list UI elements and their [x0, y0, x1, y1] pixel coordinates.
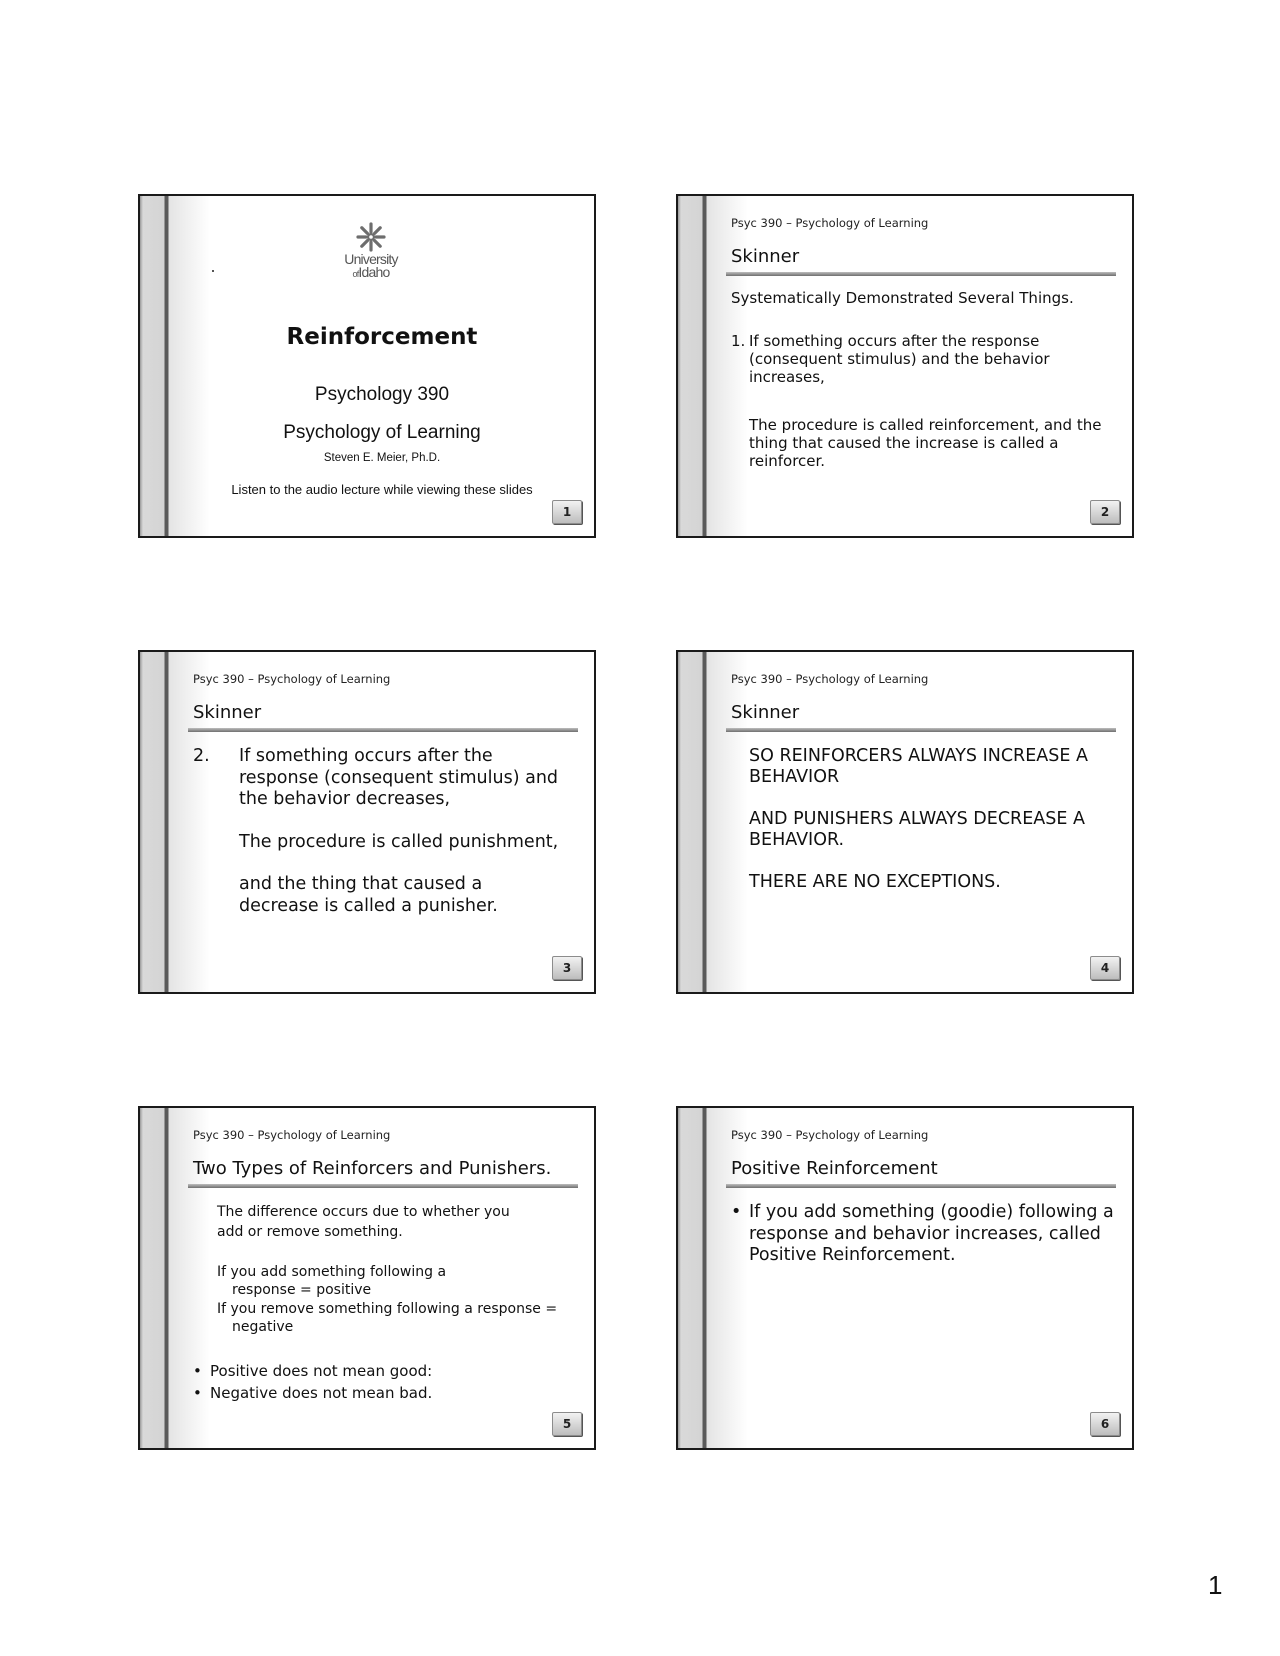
body-line: response = positive — [232, 1282, 372, 1298]
body-line: THERE ARE NO EXCEPTIONS. — [749, 872, 1001, 892]
title-rule — [726, 272, 1116, 276]
course-name: Psychology 390 — [314, 384, 450, 405]
body-line: If you remove something following a response = — [217, 1301, 558, 1317]
title-rule — [726, 728, 1116, 732]
slide-body — [749, 746, 1119, 914]
list-item — [731, 1202, 1116, 1267]
slide-5 — [138, 1106, 596, 1450]
item-text: If something occurs after the response (consequent stimulus) and the behavior increases, — [749, 332, 1050, 386]
logo-text-idaho — [336, 266, 406, 280]
title-rule — [188, 728, 578, 732]
body-line: and the thing that caused a decrease is called a punisher. — [239, 874, 498, 916]
list-item: • Positive does not mean good: — [193, 1360, 573, 1382]
slide-number: 6 — [1090, 1412, 1120, 1436]
university-logo — [336, 222, 406, 284]
title-rule — [188, 1184, 578, 1188]
logo-text-university: University — [344, 251, 398, 267]
slide-4 — [676, 650, 1134, 994]
logo-text-of: of — [352, 269, 359, 279]
item-body — [239, 746, 559, 938]
slide-2 — [676, 194, 1134, 538]
slide-header: Psyc 390 – Psychology of Learning — [731, 1128, 929, 1142]
slide-number: 4 — [1090, 956, 1120, 980]
slide-title: Skinner — [731, 246, 800, 267]
stray-dot — [212, 270, 214, 272]
slide-title: Positive Reinforcement — [731, 1158, 938, 1179]
slide-header: Psyc 390 – Psychology of Learning — [731, 216, 929, 230]
slide-1 — [138, 194, 596, 538]
slide-intro: Systematically Demonstrated Several Things. — [731, 289, 1074, 307]
slide-6 — [676, 1106, 1134, 1450]
slide-number: 3 — [552, 956, 582, 980]
title-rule — [726, 1184, 1116, 1188]
slide-number: 1 — [552, 500, 582, 524]
body-line: If you add something following a — [217, 1264, 447, 1280]
item-number: 2. — [193, 746, 210, 766]
slide-number: 2 — [1090, 500, 1120, 524]
item-number: 1. — [731, 332, 746, 350]
body-line: AND PUNISHERS ALWAYS DECREASE A BEHAVIOR. — [749, 809, 1085, 850]
slide-number: 5 — [552, 1412, 582, 1436]
slide-title: Skinner — [193, 702, 262, 723]
sunburst-logo-icon — [356, 222, 386, 252]
slide-header: Psyc 390 – Psychology of Learning — [193, 1128, 391, 1142]
bullet-icon: • — [731, 1202, 742, 1222]
slide-header: Psyc 390 – Psychology of Learning — [193, 672, 391, 686]
body-line: The difference occurs due to whether you — [217, 1204, 510, 1220]
slide-header: Psyc 390 – Psychology of Learning — [731, 672, 929, 686]
body-line: If something occurs after the response (consequent stimulus) and the behavior decreases, — [239, 746, 559, 809]
bullet-text: If you add something (goodie) following a response and behavior increases, called Positive Reinforcement. — [749, 1202, 1114, 1265]
slide-title: Skinner — [731, 702, 800, 723]
author-name: Steven E. Meier, Ph.D. — [323, 452, 441, 464]
procedure-text: The procedure is called reinforcement, and the thing that caused the increase is called a reinforcer. — [749, 416, 1102, 470]
body-line: add or remove something. — [217, 1224, 403, 1240]
slide-title: Reinforcement — [286, 324, 478, 350]
slide-body — [217, 1202, 577, 1336]
audio-note: Listen to the audio lecture while viewing these slides — [231, 482, 533, 497]
list-item: • Negative does not mean bad. — [193, 1382, 573, 1404]
slide-title: Two Types of Reinforcers and Punishers. — [193, 1158, 552, 1179]
page-number: 1 — [1208, 1570, 1223, 1600]
logo-text-idaho-word: Idaho — [358, 264, 390, 280]
body-line: negative — [232, 1319, 294, 1335]
body-line: SO REINFORCERS ALWAYS INCREASE A BEHAVIOR — [749, 746, 1088, 787]
spacer — [217, 1242, 577, 1262]
bullet-list — [193, 1360, 573, 1404]
course-subtitle: Psychology of Learning — [283, 422, 481, 443]
numbered-item — [731, 332, 1111, 386]
body-line: The procedure is called punishment, — [239, 831, 559, 852]
slide-3 — [138, 650, 596, 994]
